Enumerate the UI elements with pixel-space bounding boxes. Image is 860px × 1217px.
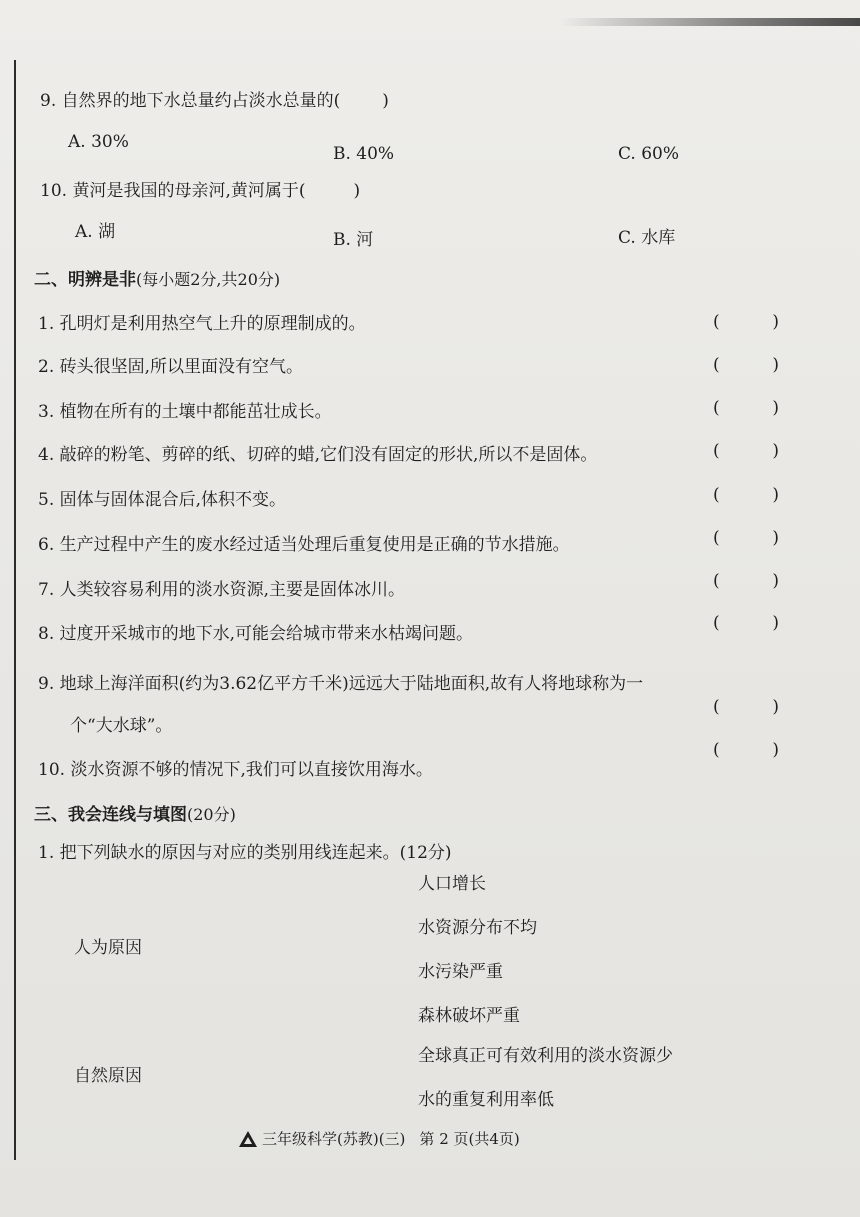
- paren-right: ): [772, 740, 779, 760]
- paren-right: ): [772, 528, 779, 548]
- question-10-text: 10. 黄河是我国的母亲河,黄河属于(: [40, 181, 306, 201]
- section-2-heading: [34, 272, 280, 289]
- footer-page-number: 第 2 页(共4页): [419, 1130, 520, 1148]
- tf-item-4: 4. 敲碎的粉笔、剪碎的纸、切碎的蜡,它们没有固定的形状,所以不是固体。: [38, 445, 598, 465]
- section-2-title: 二、明辨是非: [34, 270, 136, 290]
- paren-right: ): [772, 312, 779, 332]
- tf-answer-blank-2[interactable]: [713, 357, 779, 377]
- tf-item-9-line-1: 9. 地球上海洋面积(约为3.62亿平方千米)远远大于陆地面积,故有人将地球称为一: [38, 674, 644, 694]
- question-10-option-c: C. 水库: [618, 228, 676, 248]
- paren-right: ): [772, 441, 779, 461]
- footer-course-label: 三年级科学(苏教)(三): [262, 1130, 406, 1148]
- paren-right: ): [772, 571, 779, 591]
- cause-water-pollution: 水污染严重: [418, 962, 503, 982]
- paren-left: (: [713, 740, 720, 760]
- tf-item-8: 8. 过度开采城市的地下水,可能会给城市带来水枯竭问题。: [38, 624, 474, 644]
- paren-right: ): [772, 355, 779, 375]
- paren-right: ): [772, 697, 779, 717]
- cause-low-reuse-rate: 水的重复利用率低: [418, 1090, 554, 1110]
- paren-left: (: [713, 697, 720, 717]
- paren-left: (: [713, 528, 720, 548]
- question-9-option-b: B. 40%: [333, 144, 395, 164]
- tf-item-1: 1. 孔明灯是利用热空气上升的原理制成的。: [38, 314, 366, 334]
- cause-uneven-distribution: 水资源分布不均: [418, 918, 537, 938]
- question-10-stem: [40, 183, 360, 200]
- tf-answer-blank-6[interactable]: [713, 530, 779, 550]
- paren-right: ): [772, 485, 779, 505]
- paren-left: (: [713, 312, 720, 332]
- category-human-causes: 人为原因: [74, 938, 142, 958]
- question-10-option-a: A. 湖: [75, 222, 116, 242]
- question-9-text: 9. 自然界的地下水总量约占淡水总量的(: [40, 91, 341, 111]
- paren-left: (: [713, 485, 720, 505]
- tf-item-7: 7. 人类较容易利用的淡水资源,主要是固体冰川。: [38, 580, 406, 600]
- section-3-heading: [34, 807, 236, 824]
- tf-answer-blank-4[interactable]: [713, 443, 779, 463]
- tf-answer-blank-8[interactable]: [713, 615, 779, 635]
- section-3-score-note: (20分): [187, 805, 236, 824]
- paren-right: ): [772, 398, 779, 418]
- paren-left: (: [713, 571, 720, 591]
- paren-left: (: [713, 355, 720, 375]
- tf-item-5: 5. 固体与固体混合后,体积不变。: [38, 490, 287, 510]
- paren-left: (: [713, 398, 720, 418]
- question-9-option-c: C. 60%: [618, 144, 679, 164]
- question-10-option-b: B. 河: [333, 230, 374, 250]
- tf-item-10: 10. 淡水资源不够的情况下,我们可以直接饮用海水。: [38, 760, 433, 780]
- cause-deforestation: 森林破坏严重: [418, 1006, 520, 1026]
- publisher-logo-icon: [238, 1130, 258, 1148]
- paren-left: (: [713, 441, 720, 461]
- tf-item-2: 2. 砖头很坚固,所以里面没有空气。: [38, 357, 304, 377]
- question-10-paren-close: ): [353, 181, 361, 201]
- tf-item-6: 6. 生产过程中产生的废水经过适当处理后重复使用是正确的节水措施。: [38, 535, 570, 555]
- category-natural-causes: 自然原因: [74, 1066, 142, 1086]
- tf-answer-blank-9[interactable]: [713, 699, 779, 719]
- scan-edge-shadow: [560, 18, 860, 26]
- page-footer: [238, 1128, 520, 1149]
- cause-population-growth: 人口增长: [418, 874, 486, 894]
- tf-answer-blank-3[interactable]: [713, 400, 779, 420]
- tf-answer-blank-5[interactable]: [713, 487, 779, 507]
- section-3-question-1: 1. 把下列缺水的原因与对应的类别用线连起来。(12分): [38, 843, 452, 863]
- left-margin-rule: [14, 60, 16, 1160]
- tf-item-3: 3. 植物在所有的土壤中都能茁壮成长。: [38, 402, 332, 422]
- question-9-option-a: A. 30%: [68, 132, 129, 152]
- cause-scarce-usable-freshwater: 全球真正可有效利用的淡水资源少: [418, 1046, 673, 1066]
- tf-answer-blank-1[interactable]: [713, 314, 779, 334]
- question-9-stem: [40, 93, 389, 110]
- tf-answer-blank-10[interactable]: [713, 742, 779, 762]
- tf-answer-blank-7[interactable]: [713, 573, 779, 593]
- tf-item-9-line-2: 个“大水球”。: [70, 716, 173, 736]
- question-9-paren-close: ): [382, 91, 389, 111]
- paren-left: (: [713, 613, 720, 633]
- section-3-title: 三、我会连线与填图: [34, 805, 187, 825]
- paren-right: ): [772, 613, 779, 633]
- section-2-score-note: (每小题2分,共20分): [136, 270, 281, 289]
